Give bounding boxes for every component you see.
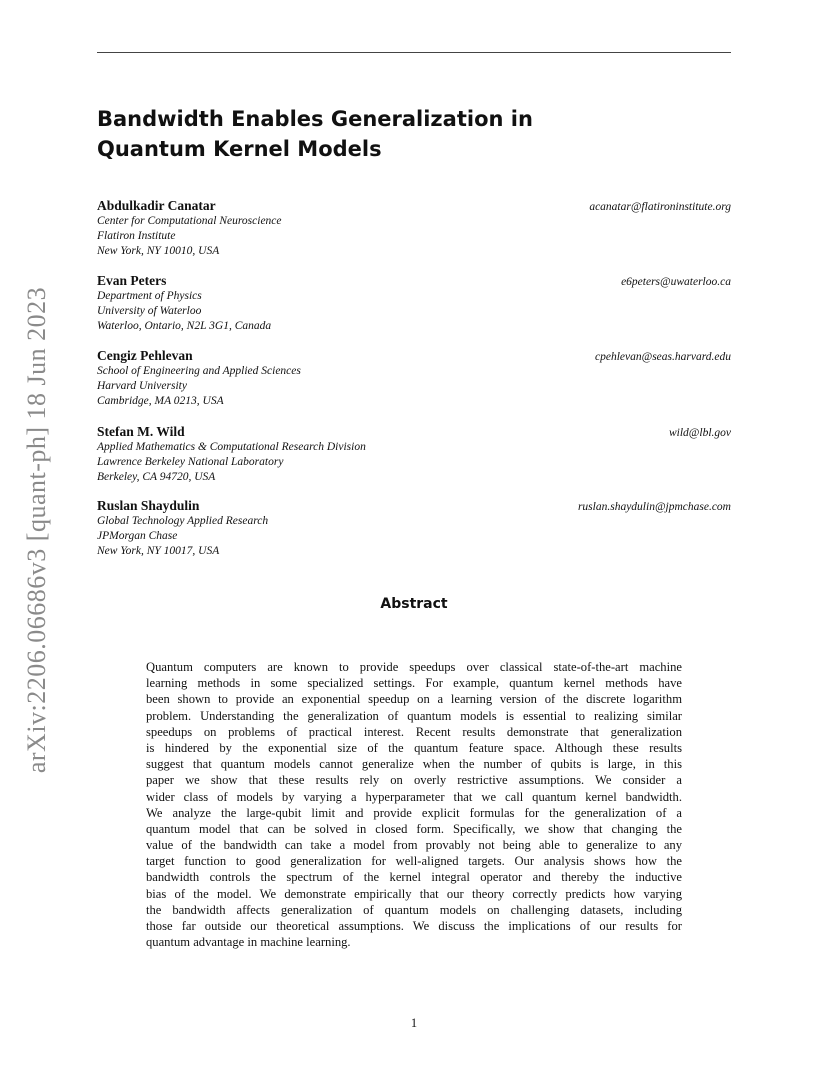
abstract-line: suggest that quantum models cannot generalize when the number of qubits is large, in this [146,757,682,772]
author-email: wild@lbl.gov [668,427,731,439]
affiliation-line: University of Waterloo [97,305,202,317]
page-number: 1 [410,1016,418,1030]
arxiv-stamp [10,280,64,780]
affiliation-line: Center for Computational Neuroscience [97,215,282,227]
author-email: e6peters@uwaterloo.ca [621,276,731,288]
abstract-line: speedups on problems of practical interest. Recent results demonstrate that generalization [146,724,682,739]
abstract-line: We analyze the large-qubit limit and provide explicit formulas for the generalization of a [146,805,682,820]
author-email: acanatar@flatironinstitute.org [589,201,731,213]
abstract-line: those far outside our theoretical assumptions. We discuss the implications of our results for [146,919,682,933]
affiliation-line: Berkeley, CA 94720, USA [97,471,216,483]
affiliation-line: Global Technology Applied Research [97,515,269,527]
abstract-line: been shown to provide an exponential speedup on a learning version of the discrete logarithm [146,692,682,707]
author-email: ruslan.shaydulin@jpmchase.com [577,501,731,513]
abstract-line: Quantum computers are known to provide speedups over classical state-of-the-art machine [146,660,682,674]
abstract-heading: Abstract [380,596,448,612]
affiliation-line: School of Engineering and Applied Sciences [97,365,301,377]
affiliation-line: Flatiron Institute [97,230,176,242]
abstract-line: wider class of models by varying a hyperparameter that we call quantum kernel bandwidth. [146,789,682,804]
affiliation-line: Waterloo, Ontario, N2L 3G1, Canada [97,320,272,332]
affiliation-line: Cambridge, MA 0213, USA [97,395,224,407]
abstract-body [146,659,682,950]
abstract-line: bandwidth controls the spectrum of the kernel integral operator and thereby the inductive [146,870,682,885]
arxiv-id: arXiv:2206.06686v3 [quant-ph] 18 Jun 2023 [22,286,51,774]
author-name: Evan Peters [97,273,167,288]
author-email: cpehlevan@seas.harvard.edu [595,351,731,363]
author-block [97,424,731,485]
author-block [97,273,731,334]
abstract-line: is hindered by the exponential size of the quantum feature space. Although these results [146,740,682,755]
abstract-line: quantum model that can be solved in closed form. Specifically, we show that changing the [146,821,682,836]
affiliation-line: New York, NY 10010, USA [97,245,220,257]
author-name: Abdulkadir Canatar [97,198,216,213]
affiliation-line: Department of Physics [97,290,202,302]
affiliation-line: Harvard University [97,380,187,392]
abstract-line: quantum advantage in machine learning. [146,935,351,950]
author-name: Ruslan Shaydulin [97,498,200,513]
top-rule [97,52,731,53]
author-name: Cengiz Pehlevan [97,348,193,363]
affiliation-line: Lawrence Berkeley National Laboratory [97,456,284,468]
abstract-line: learning methods in some specialized settings. For example, quantum kernel methods have [146,676,682,691]
author-block [97,198,731,259]
author-name: Stefan M. Wild [97,424,185,439]
affiliation-line: JPMorgan Chase [97,530,178,542]
abstract-line: problem. Understanding the generalization of quantum models is essential to realizing similar [146,708,682,723]
abstract-line: target function to good generalization for well-aligned targets. Our analysis shows how the [146,854,682,869]
abstract-line: bias of the model. We demonstrate empirically that our theory correctly predicts how varying [146,886,682,901]
affiliation-line: Applied Mathematics & Computational Research Division [97,441,366,453]
abstract-line: the bandwidth affects generalization of quantum models on challenging datasets, including [146,902,682,917]
affiliation-line: New York, NY 10017, USA [97,545,220,557]
title-line: Bandwidth Enables Generalization in [97,107,533,131]
paper-title [97,104,597,164]
title-line: Quantum Kernel Models [97,137,382,161]
author-block [97,498,731,559]
abstract-line: paper we show that these results rely on overly restrictive assumptions. We consider a [146,773,682,788]
author-block [97,348,731,409]
abstract-line: value of the bandwidth can take a model from provably not being able to generalize to any [146,838,682,853]
